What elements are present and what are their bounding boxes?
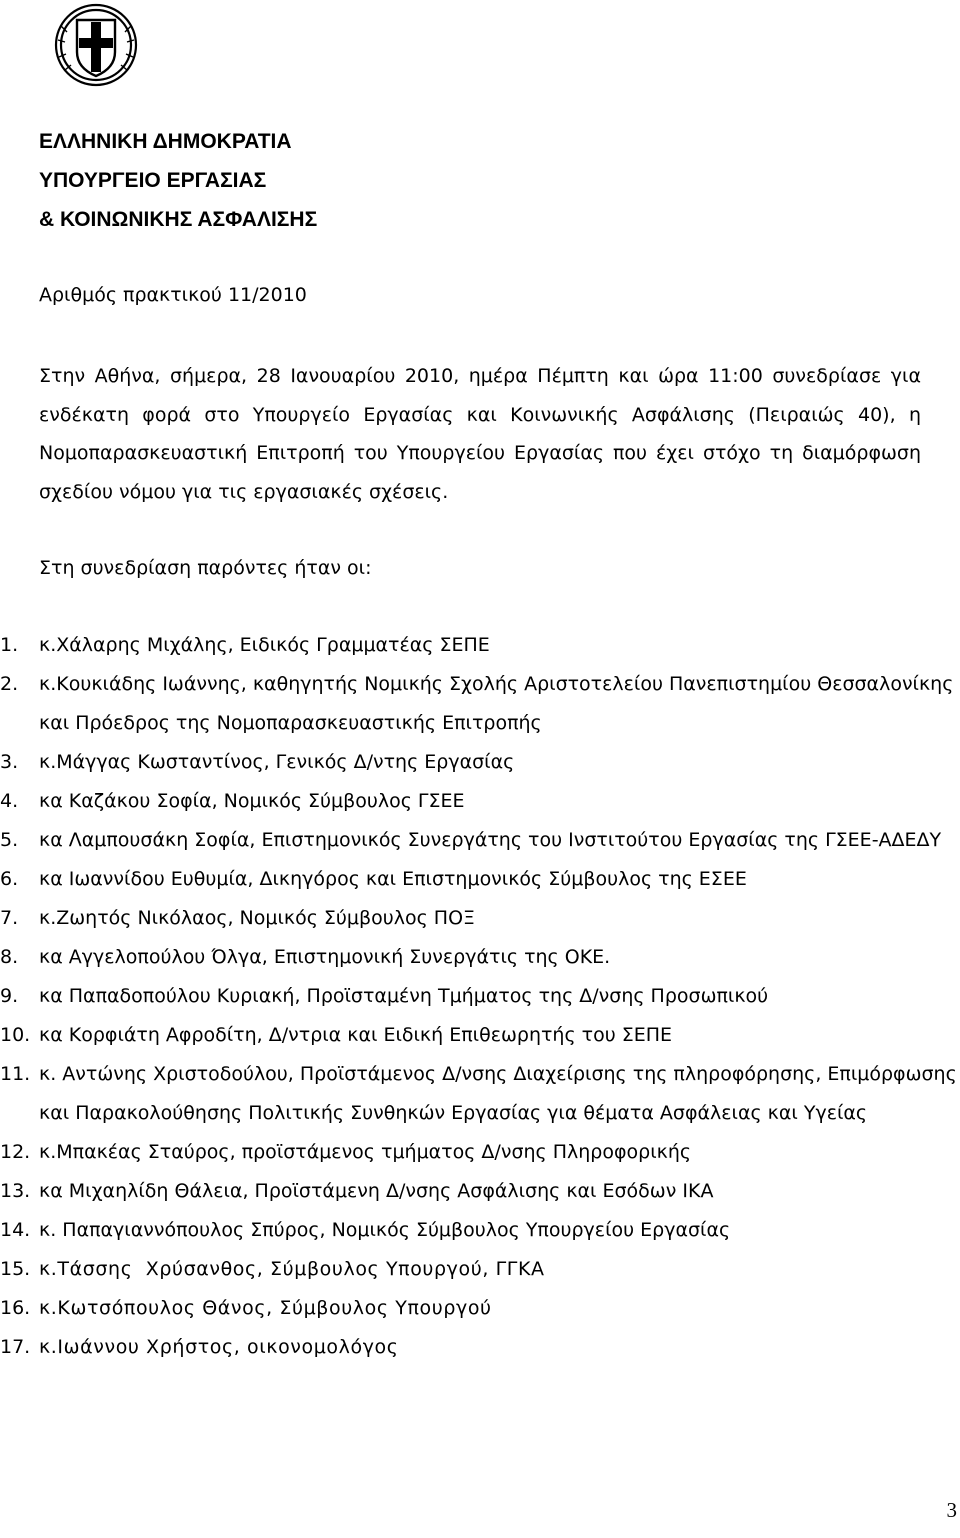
item-text: κα Ιωαννίδου Ευθυμία, Δικηγόρος και Επιστημονικός Σύμβουλος της ΕΣΕΕ (39, 868, 747, 890)
item-text: κα Παπαδοπούλου Κυριακή, Προϊσταμένη Τμήματος της Δ/νσης Προσωπικού (39, 985, 769, 1007)
item-number: 3. (0, 751, 19, 773)
item-number: 13. (0, 1180, 31, 1202)
list-item (0, 860, 960, 899)
heading-line-3: & ΚΟΙΝΩΝΙΚΗΣ ΑΣΦΑΛΙΣΗΣ (39, 208, 318, 231)
page-number: 3 (946, 1498, 957, 1522)
list-item (0, 1133, 960, 1172)
item-text: κ.Τάσσης Χρύσανθος, Σύμβουλος Υπουργού, ΓΓΚΑ (39, 1258, 545, 1280)
item-text: κα Μιχαηλίδη Θάλεια, Προϊστάμενη Δ/νσης Ασφάλισης και Εσόδων ΙΚΑ (39, 1180, 714, 1202)
item-number: 11. (0, 1063, 31, 1085)
list-item (0, 899, 960, 938)
item-text: κα Λαμπουσάκη Σοφία, Επιστημονικός Συνεργάτης του Ινστιτούτου Εργασίας της ΓΣΕΕ-ΑΔΕΔΥ (39, 829, 942, 851)
item-number: 5. (0, 829, 19, 851)
item-text: κα Αγγελοπούλου Όλγα, Επιστημονική Συνεργάτις της ΟΚΕ. (39, 946, 611, 968)
item-number: 16. (0, 1297, 31, 1319)
item-number: 2. (0, 673, 19, 695)
item-number: 4. (0, 790, 19, 812)
protocol-number: Αριθμός πρακτικού 11/2010 (39, 284, 307, 306)
item-text: κα Κορφιάτη Αφροδίτη, Δ/ντρια και Ειδική Επιθεωρητής του ΣΕΠΕ (39, 1024, 673, 1046)
list-item (0, 977, 960, 1016)
heading-line-2: ΥΠΟΥΡΓΕΙΟ ΕΡΓΑΣΙΑΣ (39, 169, 267, 192)
item-text: κ. Αντώνης Χριστοδούλου, Προϊστάμενος Δ/νσης Διαχείρισης της πληροφόρησης, Επιμόρφωσης (39, 1063, 957, 1085)
item-number: 9. (0, 985, 19, 1007)
item-text: κ.Κουκιάδης Ιωάννης, καθηγητής Νομικής Σχολής Αριστοτελείου Πανεπιστημίου Θεσσαλονίκης (39, 673, 954, 695)
item-text: κα Καζάκου Σοφία, Νομικός Σύμβουλος ΓΣΕΕ (39, 790, 465, 812)
item-text: κ.Ζωητός Νικόλαος, Νομικός Σύμβουλος ΠΟΞ (39, 907, 476, 929)
list-item (0, 1055, 960, 1133)
list-item (0, 665, 960, 743)
list-item (0, 1328, 960, 1367)
item-number: 6. (0, 868, 19, 890)
item-text: κ.Κωτσόπουλος Θάνος, Σύμβουλος Υπουργού (39, 1297, 492, 1319)
item-number: 12. (0, 1141, 31, 1163)
list-item (0, 1172, 960, 1211)
item-number: 10. (0, 1024, 31, 1046)
heading-line-1: ΕΛΛΗΝΙΚΗ ΔΗΜΟΚΡΑΤΙΑ (39, 130, 292, 153)
item-number: 15. (0, 1258, 31, 1280)
present-label: Στη συνεδρίαση παρόντες ήταν οι: (39, 557, 372, 579)
item-number: 14. (0, 1219, 31, 1241)
list-item (0, 938, 960, 977)
list-item (0, 1250, 960, 1289)
item-number: 1. (0, 634, 19, 656)
item-number: 7. (0, 907, 19, 929)
greek-coat-of-arms-icon (53, 2, 139, 88)
item-text: κ.Μάγγας Κωσταντίνος, Γενικός Δ/ντης Εργασίας (39, 751, 515, 773)
item-number: 17. (0, 1336, 31, 1358)
list-item (0, 1211, 960, 1250)
item-text: κ. Παπαγιαννόπουλος Σπύρος, Νομικός Σύμβουλος Υπουργείου Εργασίας (39, 1219, 731, 1241)
list-item (0, 1016, 960, 1055)
list-item (0, 821, 960, 860)
item-text-continued: και Παρακολούθησης Πολιτικής Συνθηκών Εργασίας για θέματα Ασφάλειας και Υγείας (39, 1102, 868, 1124)
list-item (0, 626, 960, 665)
attendees-list (0, 626, 960, 1367)
ministry-heading (39, 122, 317, 239)
item-number: 8. (0, 946, 19, 968)
item-text: κ.Ιωάννου Χρήστος, οικονομολόγος (39, 1336, 399, 1358)
list-item (0, 1289, 960, 1328)
intro-paragraph: Στην Αθήνα, σήμερα, 28 Ιανουαρίου 2010, ημέρα Πέμπτη και ώρα 11:00 συνεδρίασε για ενδέκατη φορά στο Υπουργείο Εργασίας και Κοινωνικής Ασφάλισης (Πειραιώς 40), η Νομοπαρασκευαστική Επιτροπή του Υπουργείου Εργασίας που έχει στόχο τη διαμόρφωση σχεδίου νόμου για τις εργασιακές σχέσεις. (39, 365, 921, 503)
item-text: κ.Χάλαρης Μιχάλης, Ειδικός Γραμματέας ΣΕΠΕ (39, 634, 490, 656)
list-item (0, 782, 960, 821)
list-item (0, 743, 960, 782)
item-text-continued: και Πρόεδρος της Νομοπαρασκευαστικής Επιτροπής (39, 712, 542, 734)
item-text: κ.Μπακέας Σταύρος, προϊστάμενος τμήματος Δ/νσης Πληροφορικής (39, 1141, 692, 1163)
